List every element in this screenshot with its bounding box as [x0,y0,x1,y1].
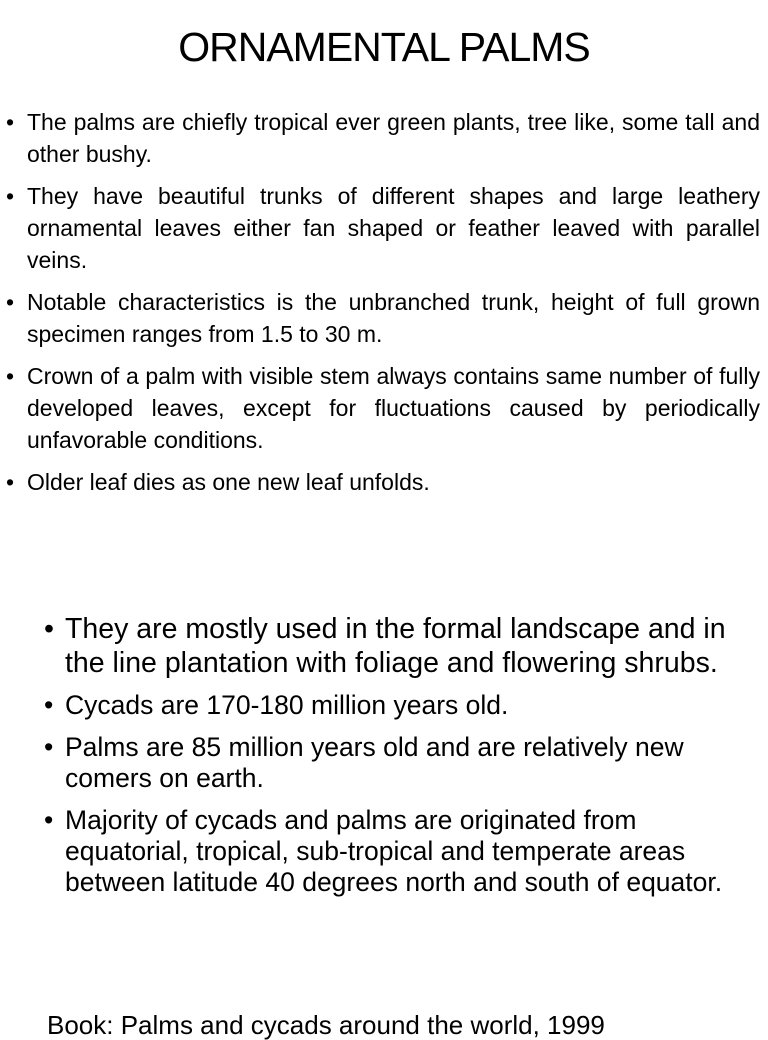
page-title: ORNAMENTAL PALMS [178,24,590,70]
list-item [6,286,760,350]
bullet-icon: • [6,183,15,209]
bullet-icon: • [6,289,15,315]
bullet-icon: • [6,109,15,135]
list-item-text: Cycads are 170-180 million years old. [65,690,509,720]
bullet-icon: • [6,469,15,495]
slide-2-bullet-list [44,612,755,909]
slide-2 [0,600,768,1040]
list-item [44,690,755,721]
list-item-text: Palms are 85 million years old and are relatively new comers on earth. [65,732,684,793]
list-item [44,612,755,680]
list-item-text: The palms are chiefly tropical ever green plants, tree like, some tall and other bushy. [27,109,760,167]
bullet-icon: • [44,613,54,645]
list-item [44,732,755,794]
list-item-text: Notable characteristics is the unbranched trunk, height of full grown specimen ranges from 1.5 to 30 m. [27,289,760,347]
bullet-icon: • [6,363,15,389]
bullet-icon: • [44,690,54,720]
list-item-text: Majority of cycads and palms are originated from equatorial, tropical, sub-tropical and temperate areas between latitude 40 degrees north and south of equator. [65,805,723,897]
bullet-icon: • [44,805,54,835]
list-item [6,466,760,498]
list-item [6,360,760,456]
bullet-icon: • [44,732,54,762]
list-item [6,180,760,276]
list-item [44,805,755,898]
list-item-text: They are mostly used in the formal landscape and in the line plantation with foliage and flowering shrubs. [65,613,726,679]
slide-1-bullet-list [6,106,760,508]
list-item-text: They have beautiful trunks of different shapes and large leathery ornamental leaves either fan shaped or feather leaved with parallel veins. [27,183,760,273]
reference-citation: Book: Palms and cycads around the world, 1999 [47,1010,605,1040]
list-item-text: Older leaf dies as one new leaf unfolds. [27,469,430,495]
list-item-text: Crown of a palm with visible stem always contains same number of fully developed leaves, except for fluctuations caused by periodically unfavorable conditions. [27,363,760,453]
list-item [6,106,760,170]
